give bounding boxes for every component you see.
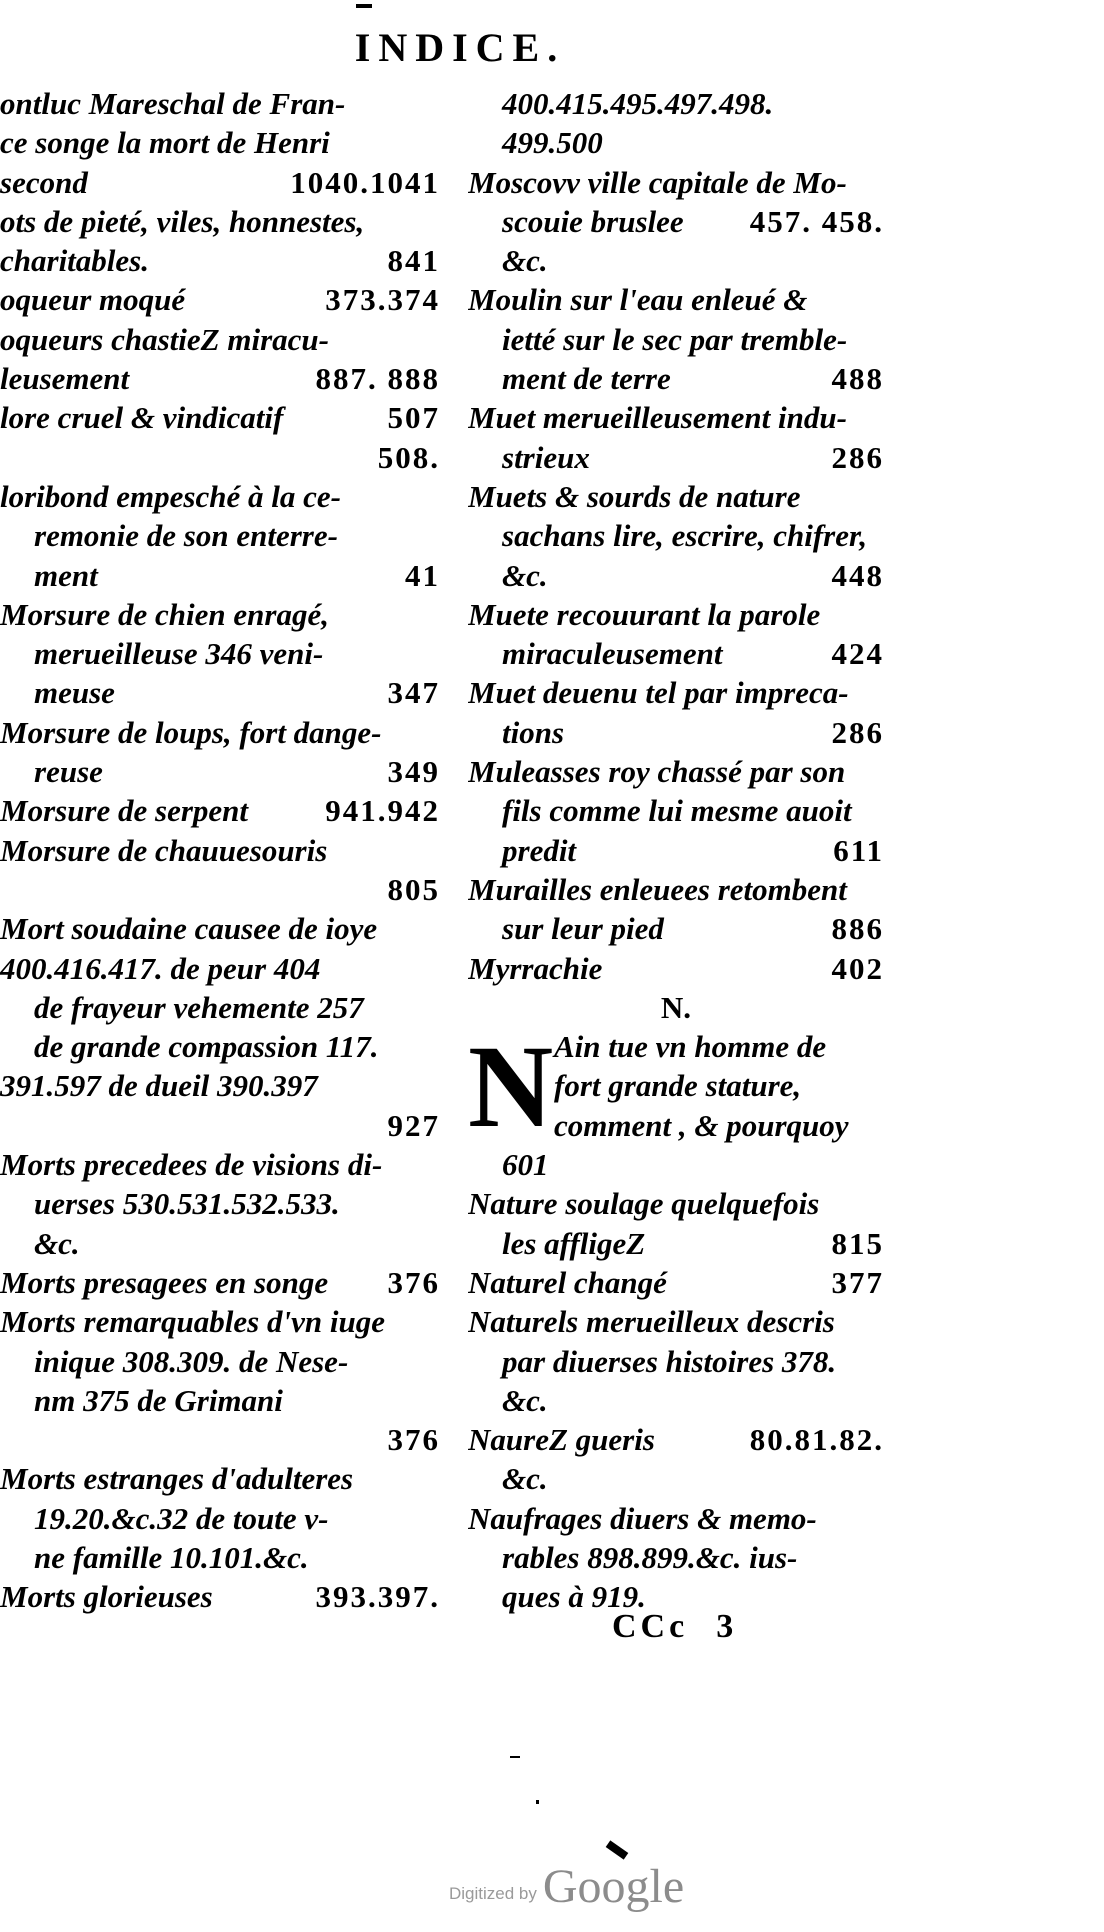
page-refs: 941.942 [325,793,440,829]
index-line [0,909,440,948]
entry-text: ce songe la mort de Henri [0,125,330,161]
index-line [0,673,440,712]
page-refs: 507 [387,400,440,436]
entry-text: remonie de son enterre- [34,518,338,554]
index-line [0,1420,440,1459]
ink-mark [356,4,372,8]
index-line [0,1066,440,1105]
page-refs: 393.397. [315,1579,440,1615]
index-line [468,1538,884,1577]
entry-text: sachans lire, escrire, chifrer, [502,518,868,554]
page-refs: 1040.1041 [290,164,440,200]
entry-text: inique 308.309. de Nese- [34,1343,349,1379]
index-line [468,477,884,516]
page-refs: 80.81.82. [749,1422,884,1458]
entry-text: Muet merueilleusement indu- [468,400,847,436]
entry-text: oqueurs chastieZ miracu- [0,321,329,357]
entry-text: Morsure de serpent [0,793,249,829]
index-line [0,634,440,673]
entry-text: sur leur pied [502,911,664,947]
index-line [0,713,440,752]
entry-text: strieux [502,439,590,475]
index-line [0,359,440,398]
page-refs: 424 [831,636,884,672]
page-refs: 402 [831,950,884,986]
index-line [468,123,884,162]
entry-text: 391.597 de dueil 390.397 [0,1068,318,1104]
entry-text: leusement [0,361,130,397]
page-refs: 611 [833,832,884,868]
index-line [0,163,440,202]
entry-text: nm 375 de Grimani [34,1382,283,1418]
index-line [468,241,884,280]
page-refs: 347 [387,675,440,711]
index-line [468,359,884,398]
index-line [0,1342,440,1381]
entry-text: &c. [34,1225,80,1261]
index-line [0,241,440,280]
page-refs: 377 [831,1264,884,1300]
entry-text: Morts glorieuses [0,1579,213,1615]
index-line [468,1420,884,1459]
entry-text: loribond empesché à la ce- [0,478,341,514]
page-refs: 448 [831,557,884,593]
ink-speck [536,1800,539,1804]
index-line: fort grande stature, [554,1068,802,1104]
entry-text: &c. [502,1461,548,1497]
entry-text: Naturel changé [468,1264,667,1300]
index-line [468,831,884,870]
index-line [468,1499,884,1538]
index-line [0,477,440,516]
entry-text: les affligeZ [502,1225,646,1261]
index-line [468,163,884,202]
index-line [468,870,884,909]
index-line [468,949,884,988]
index-line [468,556,884,595]
entry-text: charitables. [0,243,149,279]
entry-text: merueilleuse 346 veni- [34,636,324,672]
index-line [0,84,440,123]
index-line [0,752,440,791]
index-line [468,791,884,830]
entry-text: reuse [34,754,103,790]
digitized-watermark [449,1854,709,1914]
page-refs: 927 [387,1107,440,1143]
entry-text: meuse [34,675,115,711]
page-refs: 841 [387,243,440,279]
entry-text: Muete recouurant la parole [468,596,821,632]
entry-text: de frayeur vehemente 257 [34,989,364,1025]
index-line [0,1499,440,1538]
entry-text: Morts presagees en songe [0,1264,329,1300]
entry-text: Morsure de chien enragé, [0,596,329,632]
entry-text: Muleasses roy chassé par son [468,754,846,790]
page-refs: 815 [831,1225,884,1261]
entry-text: 400.416.417. de peur 404 [0,950,321,986]
index-line [0,438,440,477]
entry-text: NaureZ gueris [468,1422,655,1458]
entry-text: ment [34,557,98,593]
entry-text: ne famille 10.101.&c. [34,1539,309,1575]
index-line [0,595,440,634]
entry-text: ietté sur le sec par tremble- [502,321,848,357]
index-column-right [468,84,884,1617]
ink-speck [510,1756,520,1758]
index-line [0,1381,440,1420]
index-line [0,1145,440,1184]
index-line [468,516,884,555]
page-refs: 488 [831,361,884,397]
entry-text: Mort soudaine causee de ioye [0,911,378,947]
entry-text: Muets & sourds de nature [468,478,801,514]
index-line [0,1224,440,1263]
index-line [0,280,440,319]
index-line [0,398,440,437]
entry-text: par diuerses histoires 378. [502,1343,837,1379]
entry-text: Moulin sur l'eau enleué & [468,282,808,318]
entry-text: scouie bruslee [502,203,684,239]
index-line [0,1106,440,1145]
entry-text: rables 898.899.&c. ius- [502,1539,798,1575]
index-line: Ain tue vn homme de [554,1029,827,1065]
page-refs: 508. [377,439,440,475]
index-line [0,870,440,909]
index-line [468,1459,884,1498]
index-line [468,1342,884,1381]
entry-text: &c. [502,557,548,593]
page-refs: 41 [405,557,440,593]
page-refs: 886 [831,911,884,947]
page-refs: 373.374 [325,282,440,318]
entry-text: Morts precedees de visions di- [0,1147,383,1183]
index-line [0,1027,440,1066]
entry-text: &c. [502,1382,548,1418]
signature-mark: CCc 3 [612,1608,738,1645]
index-line [468,1263,884,1302]
index-line [0,202,440,241]
entry-text: 499.500 [502,125,603,161]
index-line [0,1577,440,1616]
entry-text: lore cruel & vindicatif [0,400,284,436]
index-line [0,1184,440,1223]
watermark-logo: Google [542,1860,685,1913]
index-line [468,398,884,437]
page-header: INDICE. [354,25,566,70]
index-line [0,1302,440,1341]
index-line [468,280,884,319]
index-line [468,1224,884,1263]
index-line [468,595,884,634]
entry-text: second [0,164,88,200]
entry-text: Naturels merueilleux descris [468,1304,835,1340]
index-line [0,1538,440,1577]
index-line [468,634,884,673]
page-refs: 376 [387,1264,440,1300]
index-line [0,988,440,1027]
index-line [468,1184,884,1223]
watermark-small: Digitized by [449,1884,537,1903]
entry-text: fils comme lui mesme auoit [502,793,852,829]
entry-text: ots de pieté, viles, honnestes, [0,203,365,239]
index-line [468,909,884,948]
entry-text: Morts estranges d'adulteres [0,1461,354,1497]
entry-text: Morts remarquables d'vn iuge [0,1304,385,1340]
index-line [468,320,884,359]
index-line [468,1302,884,1341]
entry-text: Nature soulage quelquefois [468,1186,820,1222]
entry-text: oqueur moqué [0,282,186,318]
index-line [468,84,884,123]
index-line [0,516,440,555]
entry-text: 400.415.495.497.498. [502,86,774,121]
index-line [468,438,884,477]
entry-text: tions [502,714,565,750]
index-line: 601 [502,1147,549,1183]
entry-text: uerses 530.531.532.533. [34,1186,340,1222]
entry-text: Morsure de loups, fort dange- [0,714,382,750]
index-column-left [0,84,440,1617]
index-line [0,949,440,988]
entry-text: ment de terre [502,361,671,397]
entry-text: miraculeusement [502,636,723,672]
entry-text: Myrrachie [468,950,603,986]
entry-text: Muet deuenu tel par impreca- [468,675,849,711]
page-refs: 349 [387,754,440,790]
entry-text: &c. [502,243,548,279]
index-line [468,673,884,712]
index-line [468,1381,884,1420]
page-refs: 887. 888 [315,361,440,397]
index-line [0,1263,440,1302]
index-line [0,831,440,870]
index-line [0,123,440,162]
index-line: comment , & pourquoy [554,1107,849,1143]
page-refs: 286 [831,439,884,475]
index-line [468,713,884,752]
page-refs: 805 [387,871,440,907]
entry-text: Moscovv ville capitale de Mo- [468,164,847,200]
index-line [0,556,440,595]
entry-text: Naufrages diuers & memo- [468,1500,817,1536]
index-line [468,752,884,791]
entry-text: ontluc Mareschal de Fran- [0,86,346,121]
page-refs: 286 [831,714,884,750]
entry-text: 19.20.&c.32 de toute v- [34,1500,329,1536]
index-line [0,320,440,359]
entry-text: ques à 919. [502,1579,646,1615]
page-refs: 457. 458. [749,203,884,239]
index-line [468,202,884,241]
dropcap-letter: N [468,1021,554,1153]
index-line [0,1459,440,1498]
entry-text: N. [660,989,692,1025]
page-refs: 376 [387,1422,440,1458]
entry-text: predit [502,832,577,868]
entry-text: Morsure de chauuesouris [0,832,328,868]
dropcap-entry [468,1021,884,1184]
entry-text: de grande compassion 117. [34,1029,379,1065]
index-line [0,791,440,830]
entry-text: Murailles enleuees retombent [468,871,847,907]
